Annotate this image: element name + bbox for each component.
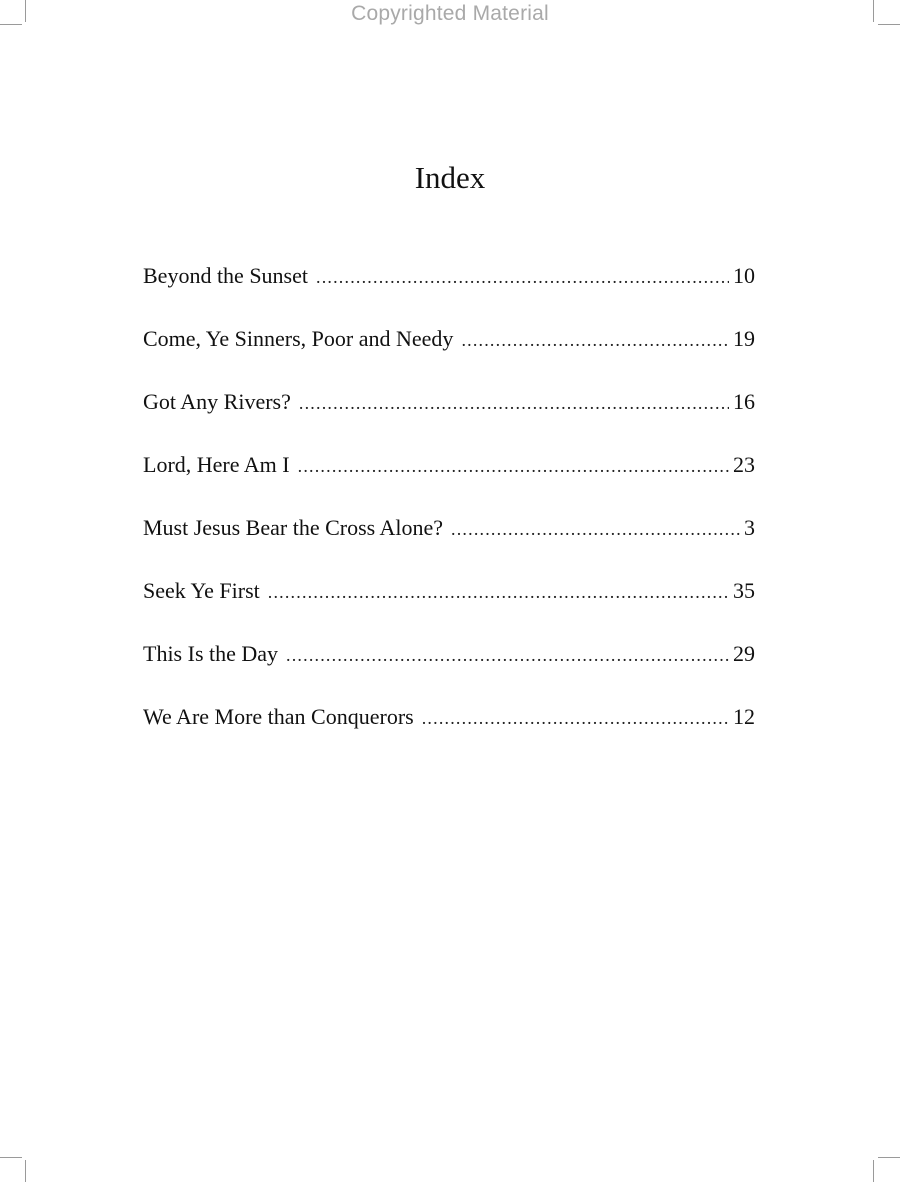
index-entry-page-number: 35: [733, 578, 755, 603]
index-entry-page-number: 3: [744, 515, 755, 540]
dot-leader: [461, 330, 729, 351]
crop-mark-bottom-left-horizontal: [0, 1157, 22, 1158]
index-entry-title: Must Jesus Bear the Cross Alone?: [143, 515, 444, 540]
index-entry-title: Beyond the Sunset: [143, 263, 308, 288]
index-entry: [143, 641, 755, 704]
index-entry-title: Got Any Rivers?: [143, 389, 291, 414]
index-entry-title: Lord, Here Am I: [143, 452, 290, 477]
index-entry: [143, 263, 755, 326]
dot-leader: [451, 519, 740, 540]
dot-leader: [316, 267, 729, 288]
dot-leader: [298, 456, 729, 477]
index-entry: [143, 578, 755, 641]
dot-leader: [299, 393, 729, 414]
crop-mark-bottom-left-vertical: [25, 1160, 26, 1182]
crop-mark-top-right-vertical: [873, 0, 874, 22]
crop-mark-top-left-vertical: [25, 0, 26, 22]
dot-leader: [286, 645, 729, 666]
dot-leader: [268, 582, 729, 603]
crop-mark-bottom-right-vertical: [873, 1160, 874, 1182]
crop-mark-top-right-horizontal: [878, 24, 900, 25]
index-entry-title: We Are More than Conquerors: [143, 704, 414, 729]
index-entry-page-number: 19: [733, 326, 755, 351]
dot-leader: [422, 708, 729, 729]
crop-mark-top-left-horizontal: [0, 24, 22, 25]
index-entry-page-number: 23: [733, 452, 755, 477]
index-entry: [143, 389, 755, 452]
index-entry: [143, 452, 755, 515]
index-entry: [143, 326, 755, 389]
index-entry-page-number: 16: [733, 389, 755, 414]
index-entry: [143, 704, 755, 767]
index-entry-title: Come, Ye Sinners, Poor and Needy: [143, 326, 454, 351]
index-entry: [143, 515, 755, 578]
index-entry-title: This Is the Day: [143, 641, 279, 666]
index-entry-page-number: 29: [733, 641, 755, 666]
copyright-watermark: Copyrighted Material: [351, 2, 549, 25]
crop-mark-bottom-right-horizontal: [878, 1157, 900, 1158]
index-entry-title: Seek Ye First: [143, 578, 260, 603]
page-title: Index: [414, 160, 486, 195]
index-list: [143, 263, 755, 767]
index-entry-page-number: 10: [733, 263, 755, 288]
index-entry-page-number: 12: [733, 704, 755, 729]
